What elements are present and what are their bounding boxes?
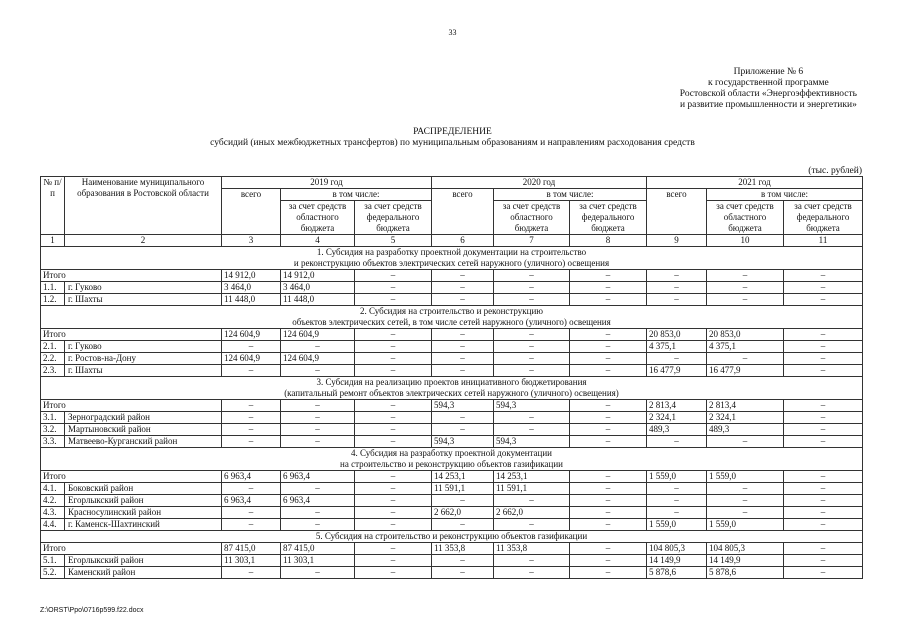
section-title-line: и реконструкцию объектов электрических сетей наружного (уличного) освещения <box>293 258 610 268</box>
value-cell: – <box>784 424 863 436</box>
value-cell: 124 604,9 <box>222 353 281 365</box>
table-row <box>41 436 863 448</box>
value-cell: 594,3 <box>432 436 494 448</box>
value-cell: – <box>707 282 784 294</box>
value-cell: 594,3 <box>494 400 570 412</box>
incl-header: в том числе: <box>707 189 863 201</box>
value-cell: – <box>784 555 863 567</box>
value-cell: 3 464,0 <box>281 282 355 294</box>
section-title-line: 3. Субсидия на реализацию проектов инициативного бюджетирования <box>316 377 587 387</box>
value-cell: – <box>281 412 355 424</box>
value-cell: – <box>355 519 432 531</box>
total-label: Итого <box>41 329 222 341</box>
municipality-name: Матвеево-Курганский район <box>65 436 222 448</box>
value-cell: – <box>570 519 647 531</box>
section-title-row <box>41 448 863 471</box>
annex-line: и развитие промышленности и энергетики» <box>679 100 857 110</box>
value-cell: – <box>494 424 570 436</box>
value-cell: – <box>432 270 494 282</box>
value-cell: – <box>784 543 863 555</box>
section-title-line: 1. Субсидия на разработку проектной документации на строительство <box>316 247 587 257</box>
title-line: РАСПРЕДЕЛЕНИЕ <box>413 127 492 137</box>
value-cell: 11 448,0 <box>222 294 281 306</box>
value-cell: 2 662,0 <box>494 507 570 519</box>
value-cell: – <box>707 495 784 507</box>
value-cell: 2 813,4 <box>647 400 707 412</box>
section-title <box>41 448 863 471</box>
value-cell: – <box>647 483 707 495</box>
municipality-name: г. Каменск-Шахтинский <box>65 519 222 531</box>
column-number-cell: 10 <box>707 235 784 247</box>
value-cell: – <box>432 567 494 579</box>
value-cell: – <box>784 471 863 483</box>
title-line: субсидий (иных межбюджетных трансфертов) по муниципальным образованиям и направлениям расходования средств <box>210 138 695 148</box>
value-cell: – <box>784 567 863 579</box>
municipality-name: г. Шахты <box>65 365 222 377</box>
value-cell: – <box>355 270 432 282</box>
value-cell: – <box>647 495 707 507</box>
value-cell: – <box>494 282 570 294</box>
column-number-cell: 2 <box>65 235 222 247</box>
federal-header: за счет средств федерального бюджета <box>570 201 647 235</box>
value-cell: – <box>222 400 281 412</box>
total-label: Итого <box>41 270 222 282</box>
table-body <box>41 247 863 579</box>
value-cell: – <box>355 400 432 412</box>
value-cell: 4 375,1 <box>647 341 707 353</box>
municipality-name: Зерноградский район <box>65 412 222 424</box>
value-cell: 11 591,1 <box>494 483 570 495</box>
value-cell: – <box>784 412 863 424</box>
value-cell: – <box>570 294 647 306</box>
value-cell: – <box>222 424 281 436</box>
section-title-row <box>41 247 863 270</box>
value-cell: – <box>222 365 281 377</box>
row-number: 4.4. <box>41 519 65 531</box>
value-cell: – <box>784 400 863 412</box>
total-header: всего <box>222 189 281 235</box>
year-2020-header: 2020 год <box>432 177 647 189</box>
value-cell: – <box>355 412 432 424</box>
table-row <box>41 400 863 412</box>
municipality-name: Мартыновский район <box>65 424 222 436</box>
table-row <box>41 519 863 531</box>
row-number: 4.3. <box>41 507 65 519</box>
value-cell: 11 591,1 <box>432 483 494 495</box>
value-cell: 14 912,0 <box>222 270 281 282</box>
municipality-name: Боковский район <box>65 483 222 495</box>
value-cell: – <box>494 555 570 567</box>
value-cell: 11 448,0 <box>281 294 355 306</box>
annex-heading <box>680 67 857 111</box>
table-row <box>41 341 863 353</box>
value-cell: 2 662,0 <box>432 507 494 519</box>
value-cell: – <box>281 424 355 436</box>
value-cell: – <box>647 353 707 365</box>
federal-header: за счет средств федерального бюджета <box>355 201 432 235</box>
value-cell: 11 353,8 <box>494 543 570 555</box>
value-cell: – <box>707 507 784 519</box>
value-cell: 14 912,0 <box>281 270 355 282</box>
value-cell: – <box>494 567 570 579</box>
annex-line: Приложение № 6 <box>733 67 804 77</box>
value-cell: – <box>647 436 707 448</box>
value-cell: – <box>784 365 863 377</box>
table-row <box>41 471 863 483</box>
section-title-row <box>41 531 863 543</box>
value-cell: 1 559,0 <box>647 471 707 483</box>
row-number: 2.3. <box>41 365 65 377</box>
table-row <box>41 365 863 377</box>
total-label: Итого <box>41 543 222 555</box>
value-cell: – <box>494 341 570 353</box>
value-cell: – <box>281 365 355 377</box>
value-cell: – <box>570 436 647 448</box>
column-number-row <box>41 235 863 247</box>
value-cell: – <box>222 436 281 448</box>
column-number-cell: 11 <box>784 235 863 247</box>
value-cell: 1 559,0 <box>707 471 784 483</box>
row-number: 5.2. <box>41 567 65 579</box>
value-cell: – <box>647 282 707 294</box>
municipality-name: г. Шахты <box>65 294 222 306</box>
column-number-cell: 1 <box>41 235 65 247</box>
value-cell: – <box>570 329 647 341</box>
value-cell: 11 353,8 <box>432 543 494 555</box>
value-cell: – <box>355 365 432 377</box>
table-row <box>41 270 863 282</box>
value-cell: 14 149,9 <box>647 555 707 567</box>
value-cell: – <box>355 471 432 483</box>
value-cell: – <box>570 483 647 495</box>
row-number: 4.1. <box>41 483 65 495</box>
municipality-name: Егорлыкский район <box>65 555 222 567</box>
value-cell: – <box>355 294 432 306</box>
file-path-footer: Z:\ORST\Ppo\0716p599.f22.docx <box>40 607 144 614</box>
value-cell: 6 963,4 <box>222 471 281 483</box>
incl-header: в том числе: <box>494 189 647 201</box>
value-cell: – <box>784 436 863 448</box>
value-cell: 489,3 <box>707 424 784 436</box>
value-cell: – <box>222 519 281 531</box>
table-row <box>41 353 863 365</box>
value-cell: – <box>570 353 647 365</box>
value-cell: – <box>355 341 432 353</box>
value-cell: – <box>784 483 863 495</box>
value-cell: – <box>494 519 570 531</box>
row-number: 5.1. <box>41 555 65 567</box>
value-cell: – <box>355 567 432 579</box>
regional-header: за счет средств областного бюджета <box>494 201 570 235</box>
total-header: всего <box>432 189 494 235</box>
value-cell: – <box>647 507 707 519</box>
value-cell: – <box>432 329 494 341</box>
column-number-cell: 7 <box>494 235 570 247</box>
value-cell: 124 604,9 <box>281 329 355 341</box>
col-num-header: № п/п <box>41 177 65 235</box>
value-cell: – <box>281 400 355 412</box>
section-title <box>41 531 863 543</box>
value-cell: – <box>570 270 647 282</box>
incl-header: в том числе: <box>281 189 432 201</box>
value-cell: – <box>432 412 494 424</box>
table-row <box>41 567 863 579</box>
value-cell: 1 559,0 <box>707 519 784 531</box>
table-row <box>41 282 863 294</box>
value-cell: – <box>570 555 647 567</box>
value-cell: – <box>784 270 863 282</box>
value-cell: – <box>494 353 570 365</box>
value-cell: – <box>432 424 494 436</box>
value-cell: 4 375,1 <box>707 341 784 353</box>
value-cell: – <box>355 436 432 448</box>
annex-line: к государственной программе <box>708 78 829 88</box>
value-cell: 87 415,0 <box>222 543 281 555</box>
value-cell: – <box>281 519 355 531</box>
value-cell: – <box>281 507 355 519</box>
units-label: (тыс. рублей) <box>808 166 862 176</box>
value-cell: 104 805,3 <box>647 543 707 555</box>
value-cell: 2 324,1 <box>707 412 784 424</box>
value-cell: – <box>784 353 863 365</box>
total-header: всего <box>647 189 707 235</box>
value-cell: 11 303,1 <box>281 555 355 567</box>
value-cell: – <box>432 353 494 365</box>
table-row <box>41 495 863 507</box>
value-cell: – <box>570 471 647 483</box>
row-number: 3.2. <box>41 424 65 436</box>
value-cell: – <box>281 483 355 495</box>
value-cell: – <box>222 412 281 424</box>
section-title-line: 4. Субсидия на разработку проектной документации <box>350 448 553 458</box>
value-cell: – <box>784 341 863 353</box>
value-cell: – <box>494 495 570 507</box>
year-2019-header: 2019 год <box>222 177 432 189</box>
row-number: 2.2. <box>41 353 65 365</box>
total-label: Итого <box>41 400 222 412</box>
municipality-name: Каменский район <box>65 567 222 579</box>
section-title-line: на строительство и реконструкцию объектов газификации <box>340 459 563 469</box>
value-cell: – <box>222 567 281 579</box>
value-cell: – <box>355 543 432 555</box>
row-number: 3.1. <box>41 412 65 424</box>
table-row <box>41 543 863 555</box>
value-cell: – <box>432 519 494 531</box>
section-title-line: 5. Субсидия на строительство и реконструкцию объектов газификации <box>315 531 588 541</box>
section-title-row <box>41 306 863 329</box>
value-cell: – <box>570 567 647 579</box>
value-cell: 104 805,3 <box>707 543 784 555</box>
value-cell: – <box>784 519 863 531</box>
year-2021-header: 2021 год <box>647 177 863 189</box>
section-title-line: 2. Субсидия на строительство и реконструкцию <box>359 306 544 316</box>
value-cell: 5 878,6 <box>647 567 707 579</box>
table-row <box>41 412 863 424</box>
value-cell: 2 813,4 <box>707 400 784 412</box>
value-cell: – <box>355 353 432 365</box>
table-row <box>41 424 863 436</box>
value-cell: – <box>494 365 570 377</box>
value-cell: 11 303,1 <box>222 555 281 567</box>
value-cell: – <box>355 555 432 567</box>
value-cell: – <box>494 329 570 341</box>
page-number: 33 <box>448 28 457 37</box>
distribution-table <box>40 176 863 579</box>
value-cell: – <box>647 270 707 282</box>
value-cell: 124 604,9 <box>222 329 281 341</box>
value-cell: 5 878,6 <box>707 567 784 579</box>
document-title <box>0 127 905 149</box>
value-cell: – <box>494 294 570 306</box>
row-number: 1.2. <box>41 294 65 306</box>
value-cell: 14 253,1 <box>494 471 570 483</box>
value-cell: – <box>494 412 570 424</box>
column-number-cell: 8 <box>570 235 647 247</box>
value-cell: 6 963,4 <box>281 495 355 507</box>
row-number: 4.2. <box>41 495 65 507</box>
column-number-cell: 5 <box>355 235 432 247</box>
value-cell: – <box>355 329 432 341</box>
value-cell: – <box>570 365 647 377</box>
value-cell: – <box>570 412 647 424</box>
section-title <box>41 306 863 329</box>
value-cell: – <box>222 483 281 495</box>
row-number: 2.1. <box>41 341 65 353</box>
value-cell: – <box>784 495 863 507</box>
value-cell: 16 477,9 <box>647 365 707 377</box>
value-cell: – <box>281 567 355 579</box>
value-cell: – <box>222 341 281 353</box>
regional-header: за счет средств областного бюджета <box>707 201 784 235</box>
value-cell: 1 559,0 <box>647 519 707 531</box>
table-row <box>41 294 863 306</box>
value-cell: 6 963,4 <box>281 471 355 483</box>
municipality-name: Красносулинский район <box>65 507 222 519</box>
section-title-line: (капитальный ремонт объектов электрических сетей наружного (уличного) освещения) <box>284 388 619 398</box>
annex-line: Ростовской области «Энергоэффективность <box>679 89 857 99</box>
value-cell: 124 604,9 <box>281 353 355 365</box>
total-label: Итого <box>41 471 222 483</box>
value-cell: – <box>707 353 784 365</box>
value-cell: 20 853,0 <box>707 329 784 341</box>
value-cell: – <box>707 270 784 282</box>
value-cell: 3 464,0 <box>222 282 281 294</box>
value-cell: 16 477,9 <box>707 365 784 377</box>
value-cell: – <box>281 436 355 448</box>
value-cell: 594,3 <box>432 400 494 412</box>
section-title <box>41 377 863 400</box>
value-cell: 14 149,9 <box>707 555 784 567</box>
value-cell: – <box>784 294 863 306</box>
value-cell: – <box>647 294 707 306</box>
value-cell: 87 415,0 <box>281 543 355 555</box>
value-cell: 14 253,1 <box>432 471 494 483</box>
value-cell: – <box>570 400 647 412</box>
table-row <box>41 483 863 495</box>
value-cell: – <box>281 341 355 353</box>
column-number-cell: 3 <box>222 235 281 247</box>
value-cell: – <box>355 507 432 519</box>
value-cell: – <box>432 495 494 507</box>
value-cell: – <box>355 424 432 436</box>
value-cell: 2 324,1 <box>647 412 707 424</box>
value-cell: – <box>355 483 432 495</box>
table-header <box>41 177 863 247</box>
value-cell: – <box>494 270 570 282</box>
value-cell: – <box>432 555 494 567</box>
value-cell: – <box>570 507 647 519</box>
value-cell: 20 853,0 <box>647 329 707 341</box>
regional-header: за счет средств областного бюджета <box>281 201 355 235</box>
row-number: 1.1. <box>41 282 65 294</box>
value-cell: – <box>707 294 784 306</box>
federal-header: за счет средств федерального бюджета <box>784 201 863 235</box>
col-name-header: Наименование муниципального образования в Ростовской области <box>65 177 222 235</box>
column-number-cell: 6 <box>432 235 494 247</box>
section-title-row <box>41 377 863 400</box>
value-cell: – <box>432 341 494 353</box>
table-row <box>41 555 863 567</box>
value-cell: – <box>784 329 863 341</box>
value-cell: 6 963,4 <box>222 495 281 507</box>
value-cell: – <box>432 282 494 294</box>
value-cell: – <box>432 294 494 306</box>
value-cell: – <box>355 495 432 507</box>
value-cell: – <box>432 365 494 377</box>
column-number-cell: 9 <box>647 235 707 247</box>
municipality-name: г. Ростов-на-Дону <box>65 353 222 365</box>
value-cell: – <box>355 282 432 294</box>
value-cell: – <box>707 436 784 448</box>
value-cell: 594,3 <box>494 436 570 448</box>
value-cell: – <box>222 507 281 519</box>
value-cell: – <box>707 483 784 495</box>
value-cell: – <box>570 495 647 507</box>
value-cell: 489,3 <box>647 424 707 436</box>
value-cell: – <box>784 282 863 294</box>
value-cell: – <box>570 341 647 353</box>
column-number-cell: 4 <box>281 235 355 247</box>
section-title <box>41 247 863 270</box>
municipality-name: г. Гуково <box>65 282 222 294</box>
municipality-name: Егорлыкский район <box>65 495 222 507</box>
value-cell: – <box>570 424 647 436</box>
section-title-line: объектов электрических сетей, в том числе сетей наружного (уличного) освещения <box>292 317 611 327</box>
table-row <box>41 329 863 341</box>
municipality-name: г. Гуково <box>65 341 222 353</box>
table-row <box>41 507 863 519</box>
value-cell: – <box>570 543 647 555</box>
value-cell: – <box>570 282 647 294</box>
row-number: 3.3. <box>41 436 65 448</box>
value-cell: – <box>784 507 863 519</box>
